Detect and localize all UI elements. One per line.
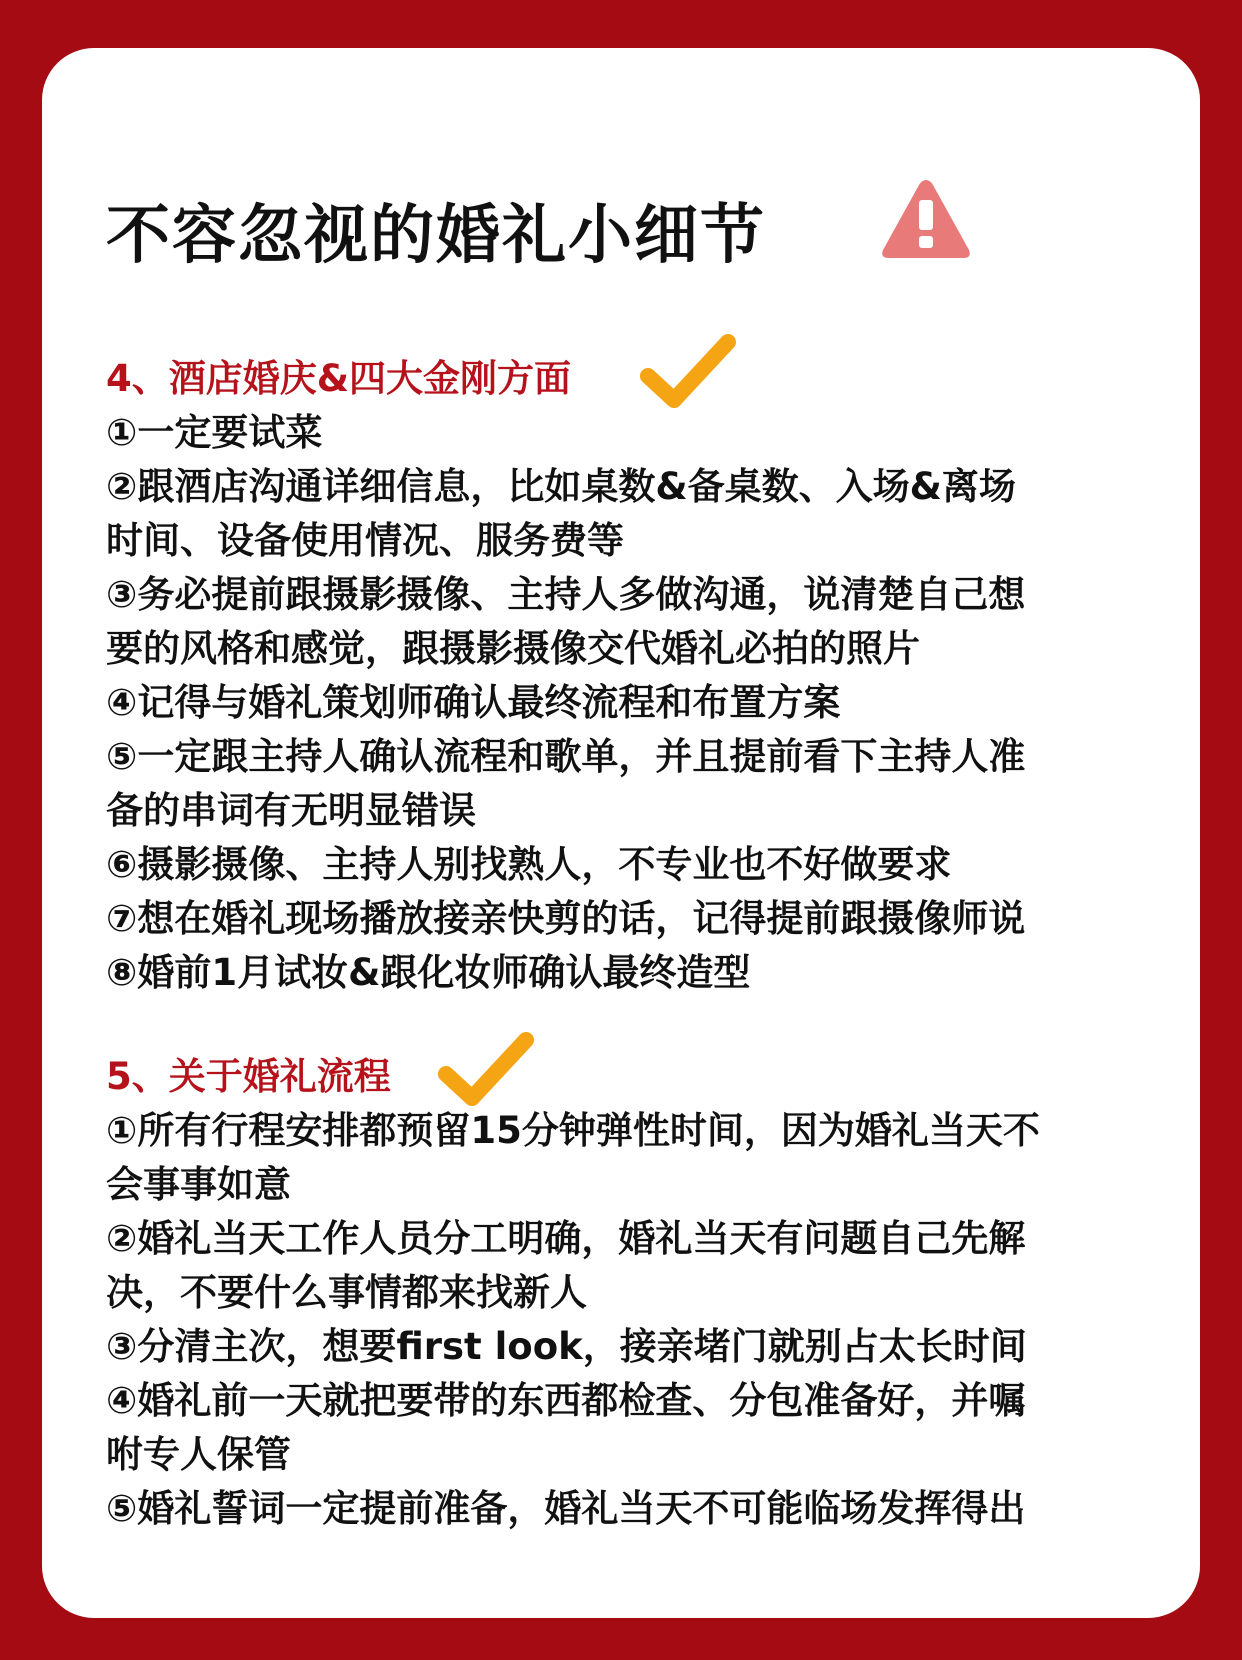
checkmark-icon	[640, 332, 736, 412]
list-item: ③分清主次，想要first look，接亲堵门就别占太长时间	[106, 1325, 1027, 1368]
list-item: ②跟酒店沟通详细信息，比如桌数&备桌数、入场&离场	[106, 465, 1016, 508]
page-title: 不容忽视的婚礼小细节	[106, 199, 766, 273]
list-item: ①所有行程安排都预留15分钟弹性时间，因为婚礼当天不	[106, 1109, 1040, 1152]
list-item: 备的串词有无明显错误	[106, 789, 476, 832]
list-item: 会事事如意	[106, 1163, 291, 1206]
section-heading-process: 5、关于婚礼流程	[106, 1055, 391, 1098]
warning-triangle-icon	[878, 174, 974, 264]
list-item: ②婚礼当天工作人员分工明确，婚礼当天有问题自己先解	[106, 1217, 1026, 1260]
list-item: 时间、设备使用情况、服务费等	[106, 519, 624, 562]
list-item: ⑤婚礼誓词一定提前准备，婚礼当天不可能临场发挥得出	[106, 1487, 1026, 1530]
list-item: ⑤一定跟主持人确认流程和歌单，并且提前看下主持人准	[106, 735, 1026, 778]
list-item: ④婚礼前一天就把要带的东西都检查、分包准备好，并嘱	[106, 1379, 1026, 1422]
section-list-hotel	[106, 406, 1166, 1000]
checkmark-icon	[438, 1030, 534, 1110]
list-item: ④记得与婚礼策划师确认最终流程和布置方案	[106, 681, 841, 724]
list-item: ⑥摄影摄像、主持人别找熟人，不专业也不好做要求	[106, 843, 952, 886]
list-item: 决，不要什么事情都来找新人	[106, 1271, 587, 1314]
section-list-process	[106, 1104, 1166, 1536]
list-item: ①一定要试菜	[106, 411, 323, 454]
list-item: ③务必提前跟摄影摄像、主持人多做沟通，说清楚自己想	[106, 573, 1026, 616]
list-item: ⑧婚前1月试妆&跟化妆师确认最终造型	[106, 951, 751, 994]
list-item: 咐专人保管	[106, 1433, 291, 1476]
section-heading-hotel: 4、酒店婚庆&四大金刚方面	[106, 357, 572, 400]
list-item: 要的风格和感觉，跟摄影摄像交代婚礼必拍的照片	[106, 627, 920, 670]
list-item: ⑦想在婚礼现场播放接亲快剪的话，记得提前跟摄像师说	[106, 897, 1026, 940]
